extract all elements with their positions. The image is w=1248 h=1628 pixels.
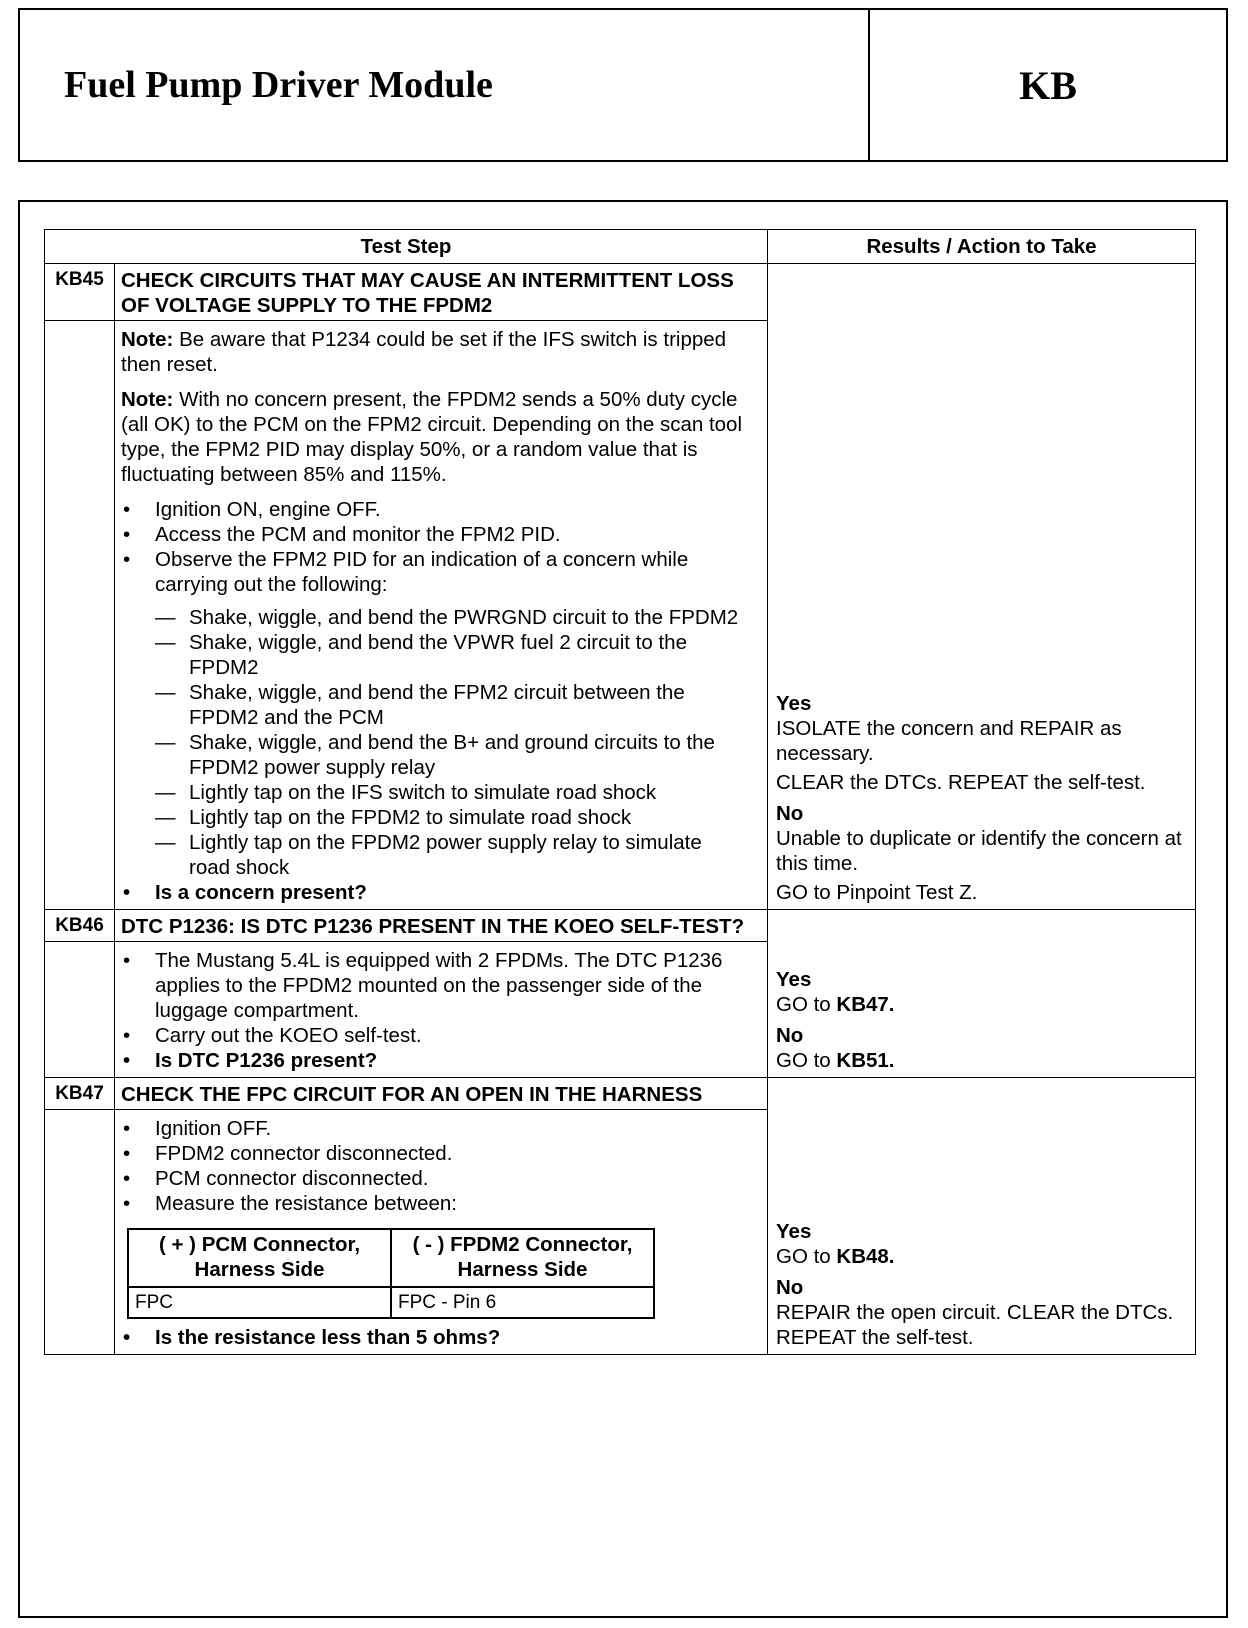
- result-yes-text: GO to: [776, 1244, 837, 1268]
- step-kb45-title-row: [45, 264, 1196, 321]
- question-item: • Is a concern present?: [121, 880, 747, 905]
- result-yes-label: Yes: [776, 1219, 812, 1243]
- action-item: • PCM connector disconnected.: [121, 1166, 747, 1191]
- result-no: [776, 1275, 1189, 1350]
- question-item: • Is the resistance less than 5 ohms?: [121, 1325, 747, 1350]
- result-yes-line: [776, 992, 1189, 1017]
- measurement-col-positive: ( + ) PCM Connector, Harness Side: [128, 1229, 391, 1286]
- question-item: • Is DTC P1236 present?: [121, 1048, 747, 1073]
- result-yes-line: CLEAR the DTCs. REPEAT the self-test.: [776, 771, 1146, 794]
- step-kb45-results: [768, 264, 1196, 910]
- result-no-label: No: [776, 802, 804, 825]
- action-item: • Measure the resistance between:: [121, 1191, 747, 1216]
- step-id-blank: [45, 1110, 115, 1354]
- result-no-text: GO to: [776, 1049, 837, 1073]
- result-yes: [776, 967, 1189, 1017]
- action-item: • Access the PCM and monitor the FPM2 PID.: [121, 522, 747, 547]
- step-kb46-title-row: [45, 910, 1196, 942]
- step-id: KB46: [45, 910, 115, 942]
- step-body: [115, 321, 768, 910]
- step-actions: [121, 497, 747, 597]
- sub-actions: [121, 605, 747, 880]
- step-title: CHECK CIRCUITS THAT MAY CAUSE AN INTERMITTENT LOSS OF VOLTAGE SUPPLY TO THE FPDM2: [115, 264, 768, 321]
- result-yes: [776, 1219, 1189, 1269]
- result-yes-text: GO to: [776, 993, 837, 1017]
- measurement-header-row: [128, 1229, 654, 1286]
- result-no-line: REPAIR the open circuit. CLEAR the DTCs. REPEAT the self-test.: [776, 1300, 1174, 1349]
- result-no: [776, 1023, 1189, 1073]
- result-no-line: GO to Pinpoint Test Z.: [776, 881, 978, 904]
- step-id: KB47: [45, 1078, 115, 1110]
- page-title: Fuel Pump Driver Module: [20, 10, 870, 160]
- sub-action-item: — Lightly tap on the IFS switch to simulate road shock: [121, 780, 747, 805]
- step-title: CHECK THE FPC CIRCUIT FOR AN OPEN IN THE HARNESS: [115, 1078, 768, 1110]
- step-kb46-results: [768, 910, 1196, 1078]
- sub-action-item: — Shake, wiggle, and bend the PWRGND circuit to the FPDM2: [121, 605, 747, 630]
- step-question: [121, 880, 747, 905]
- result-yes: [776, 691, 1189, 795]
- column-header-results: Results / Action to Take: [768, 230, 1196, 264]
- step-question: [121, 1325, 747, 1350]
- result-yes-label: Yes: [776, 692, 812, 715]
- action-item: • Ignition ON, engine OFF.: [121, 497, 747, 522]
- step-id: KB45: [45, 264, 115, 321]
- result-yes-ref: KB48.: [836, 1244, 895, 1268]
- measurement-cell-positive: FPC: [128, 1287, 391, 1318]
- step-body: [115, 1110, 768, 1354]
- note: [121, 327, 747, 377]
- note-text: With no concern present, the FPDM2 sends a 50% duty cycle (all OK) to the PCM on the FPM2 circuit. Depending on the scan tool type, the FPM2 PID may display 50%, or a random value that is fluctuating between 85% and 115%.: [121, 388, 742, 486]
- note-text: Be aware that P1234 could be set if the IFS switch is tripped then reset.: [121, 328, 727, 376]
- action-item: • The Mustang 5.4L is equipped with 2 FPDMs. The DTC P1236 applies to the FPDM2 mounted on the passenger side of the luggage compartment.: [121, 948, 747, 1023]
- step-title: DTC P1236: IS DTC P1236 PRESENT IN THE KOEO SELF-TEST?: [115, 910, 768, 942]
- action-item: • Ignition OFF.: [121, 1116, 747, 1141]
- sub-action-item: — Shake, wiggle, and bend the VPWR fuel 2 circuit to the FPDM2: [121, 630, 747, 680]
- note-label: Note:: [121, 388, 174, 411]
- step-kb47-title-row: [45, 1078, 1196, 1110]
- action-item: • Carry out the KOEO self-test.: [121, 1023, 747, 1048]
- sub-action-item: — Lightly tap on the FPDM2 to simulate road shock: [121, 805, 747, 830]
- sub-action-item: — Shake, wiggle, and bend the B+ and ground circuits to the FPDM2 power supply relay: [121, 730, 747, 780]
- result-no-label: No: [776, 1024, 804, 1048]
- action-item: • FPDM2 connector disconnected.: [121, 1141, 747, 1166]
- result-no-line: [776, 1048, 1189, 1073]
- step-body: [115, 942, 768, 1078]
- result-no-line: Unable to duplicate or identify the concern at this time.: [776, 827, 1182, 875]
- result-no-ref: KB51.: [836, 1049, 895, 1073]
- measurement-table: [127, 1228, 655, 1318]
- action-item: • Observe the FPM2 PID for an indication of a concern while carrying out the following:: [121, 547, 747, 597]
- result-yes-ref: KB47.: [836, 993, 895, 1017]
- note-label: Note:: [121, 328, 174, 351]
- step-id-blank: [45, 942, 115, 1078]
- sub-action-item: — Lightly tap on the FPDM2 power supply relay to simulate road shock: [121, 830, 747, 880]
- note: [121, 387, 747, 487]
- sub-action-item: — Shake, wiggle, and bend the FPM2 circuit between the FPDM2 and the PCM: [121, 680, 747, 730]
- step-actions: [121, 948, 747, 1073]
- step-id-blank: [45, 321, 115, 910]
- step-kb47-results: [768, 1078, 1196, 1355]
- column-header-test-step: Test Step: [45, 230, 768, 264]
- result-no-label: No: [776, 1275, 804, 1299]
- measurement-row: [128, 1287, 654, 1318]
- result-no: [776, 801, 1189, 905]
- measurement-cell-negative: FPC - Pin 6: [391, 1287, 654, 1318]
- page-header: [18, 8, 1228, 162]
- table-header-row: [45, 230, 1196, 264]
- result-yes-label: Yes: [776, 968, 812, 992]
- result-yes-line: ISOLATE the concern and REPAIR as necessary.: [776, 717, 1122, 765]
- measurement-col-negative: ( - ) FPDM2 Connector, Harness Side: [391, 1229, 654, 1286]
- result-yes-line: [776, 1244, 1189, 1269]
- test-step-table: [44, 229, 1196, 1355]
- section-code: KB: [1019, 62, 1077, 108]
- step-actions: [121, 1116, 747, 1216]
